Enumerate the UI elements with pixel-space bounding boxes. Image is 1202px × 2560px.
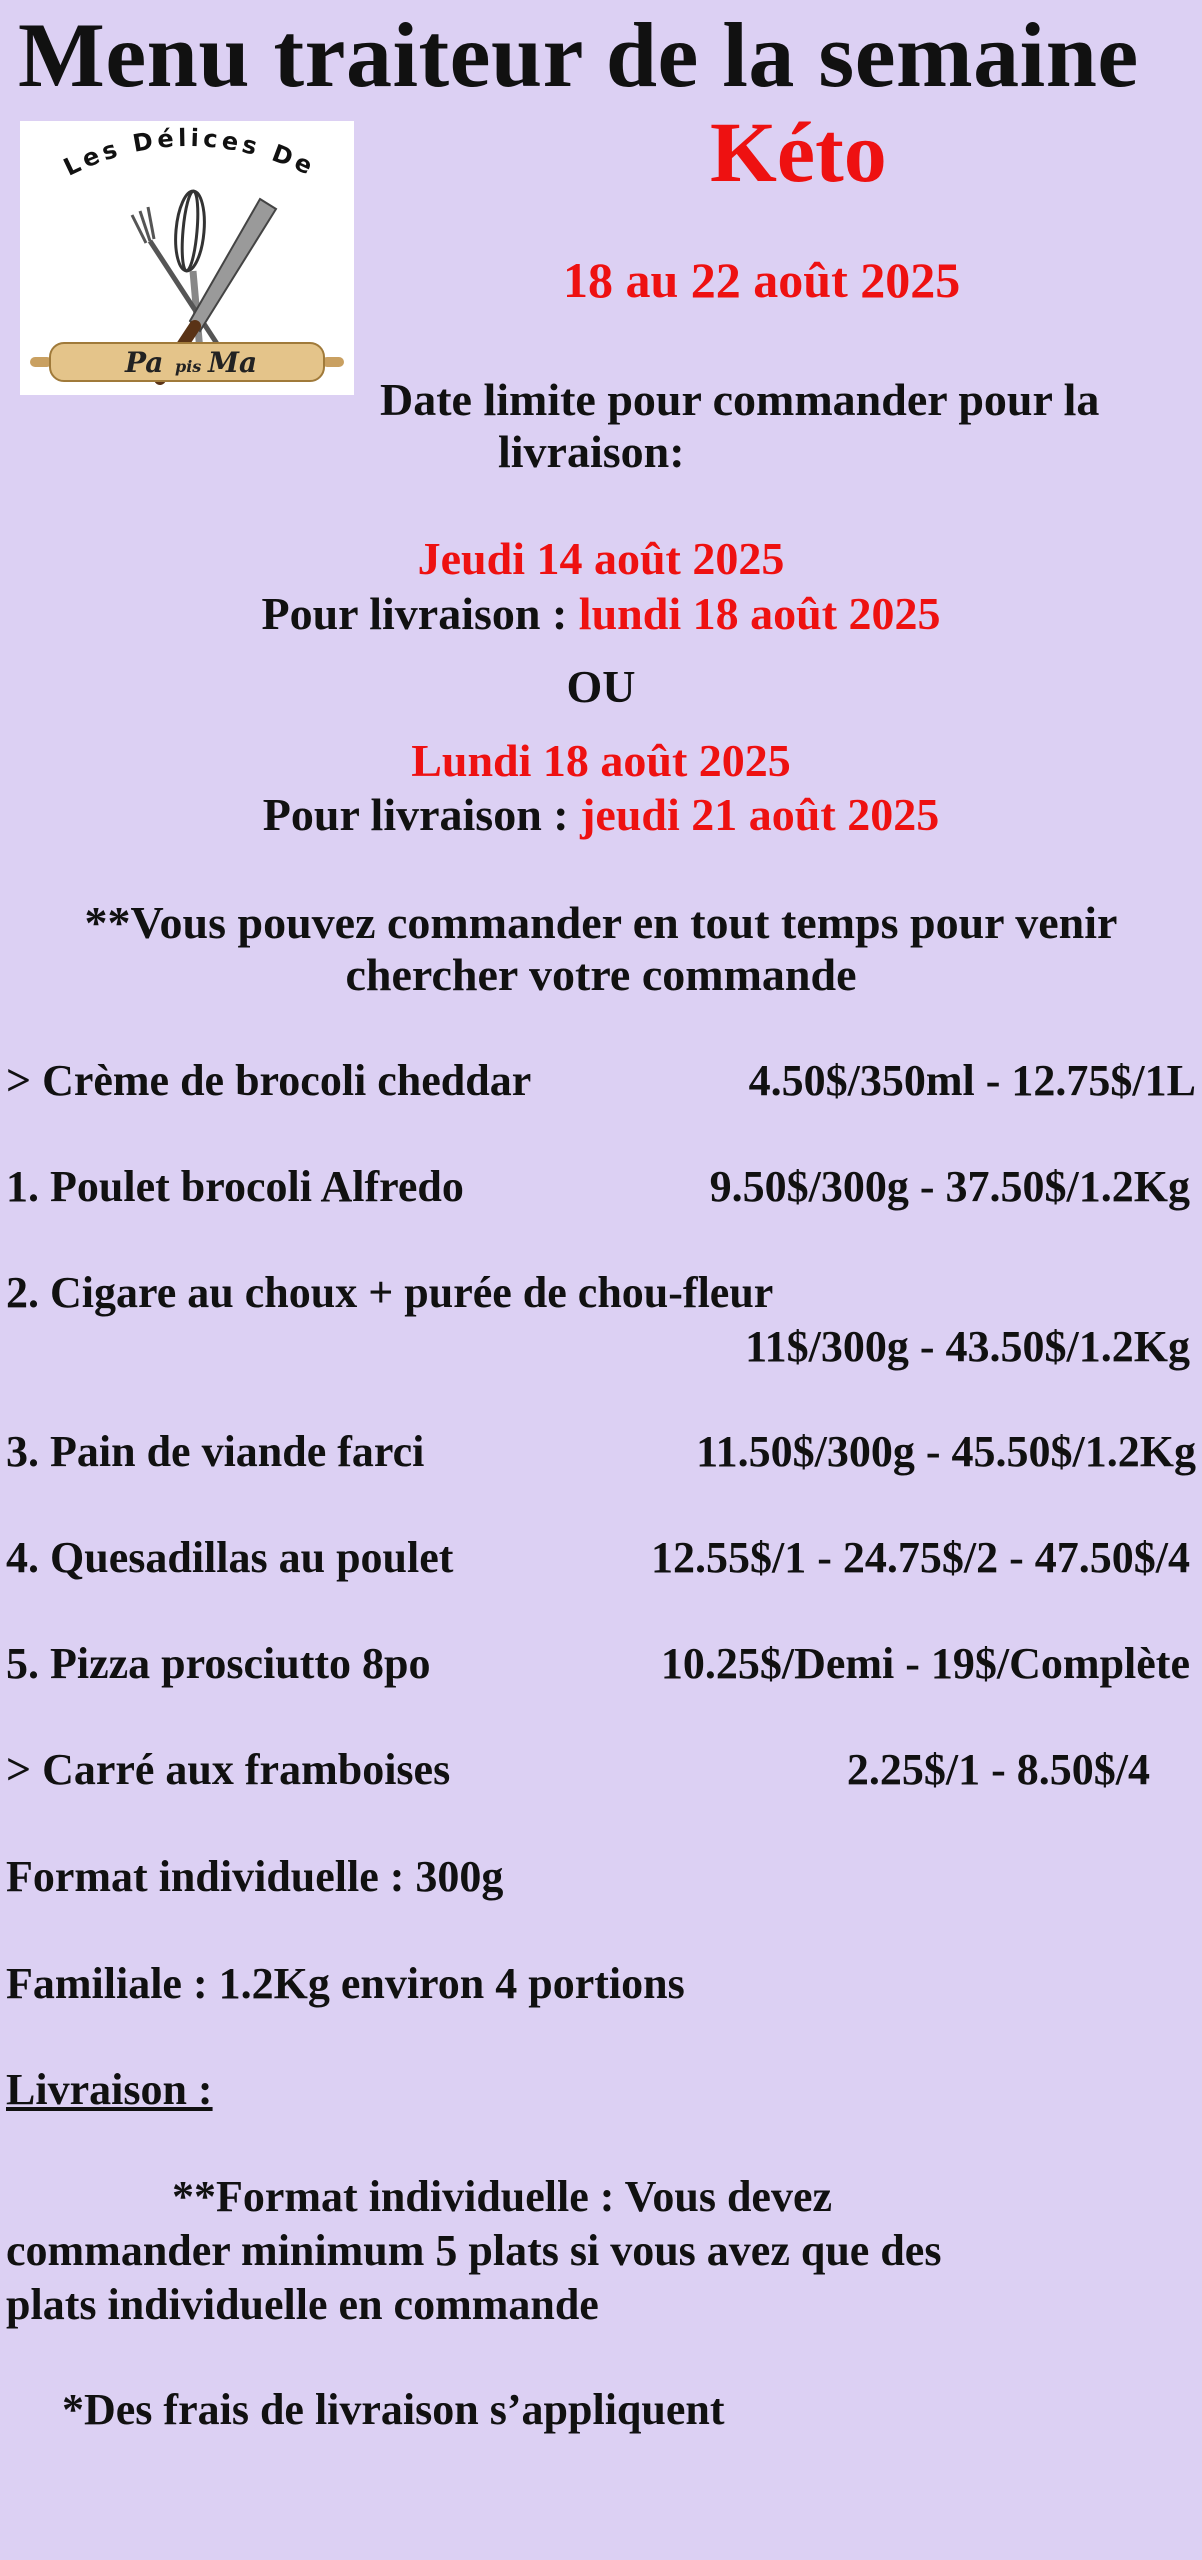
menu-item: [6, 1637, 1196, 1691]
delivery-heading: Livraison :: [6, 2065, 213, 2114]
delivery-label-1: Pour livraison :: [261, 588, 579, 639]
menu-item: [6, 1054, 1196, 1108]
menu-item-price: 10.25$/Demi - 19$/Complète: [660, 1639, 1190, 1688]
menu-item: [6, 1531, 1196, 1585]
format-family: Familiale : 1.2Kg environ 4 portions: [6, 1959, 685, 2008]
pickup-note-line1: **Vous pouvez commander en tout temps pour venir: [84, 897, 1118, 948]
menu-item-name: 3. Pain de viande farci: [6, 1427, 425, 1476]
logo-text-pis: pis: [175, 357, 202, 376]
delivery-note-line3: plats individuelle en commande: [6, 2280, 599, 2329]
menu-item-name: > Crème de brocoli cheddar: [6, 1056, 532, 1105]
menu-item: [6, 1160, 1196, 1214]
delivery-line-1: [0, 586, 1202, 641]
logo-top-text: Les Délices De: [59, 123, 321, 182]
menu-item-name: 4. Quesadillas au poulet: [6, 1533, 454, 1582]
menu-item-name: 5. Pizza prosciutto 8po: [6, 1639, 431, 1688]
menu-item-price: 2.25$/1 - 8.50$/4: [846, 1745, 1150, 1794]
order-date-2: Lundi 18 août 2025: [411, 735, 791, 786]
delivery-line-2: [0, 787, 1202, 842]
logo-text-ma: Ma: [208, 346, 258, 379]
delivery-note-line2: commander minimum 5 plats si vous avez que des: [6, 2226, 942, 2275]
week-dates: 18 au 22 août 2025: [563, 252, 961, 308]
diet-subtitle: Kéto: [710, 104, 887, 200]
menu-item: [6, 1425, 1196, 1479]
order-date-1: Jeudi 14 août 2025: [417, 533, 785, 584]
pickup-note-line2: chercher votre commande: [345, 949, 857, 1000]
menu-item-price: 11.50$/300g - 45.50$/1.2Kg: [696, 1427, 1196, 1476]
deadline-heading-line2: livraison:: [498, 426, 685, 477]
menu-item-name: 1. Poulet brocoli Alfredo: [6, 1162, 464, 1211]
format-individual: Format individuelle : 300g: [6, 1852, 504, 1901]
delivery-date-1: lundi 18 août 2025: [578, 588, 941, 639]
fork-icon: [132, 207, 225, 356]
menu-item-price: 4.50$/350ml - 12.75$/1L: [748, 1056, 1196, 1105]
brand-logo: [20, 121, 354, 395]
menu-item: [6, 1743, 1196, 1797]
menu-item: [6, 1266, 1196, 1374]
menu-item-name: > Carré aux framboises: [6, 1745, 451, 1794]
delivery-date-2: jeudi 21 août 2025: [580, 789, 940, 840]
deadline-heading-line1: Date limite pour commander pour la: [380, 374, 1100, 425]
logo-illustration: [20, 121, 354, 395]
delivery-fees-note: *Des frais de livraison s’appliquent: [62, 2385, 725, 2434]
delivery-label-2: Pour livraison :: [262, 789, 581, 840]
menu-item-price: 12.55$/1 - 24.75$/2 - 47.50$/4: [651, 1533, 1190, 1582]
logo-text-pa: Pa: [125, 346, 164, 379]
menu-item-price: 9.50$/300g - 37.50$/1.2Kg: [709, 1162, 1190, 1211]
delivery-note-line1: **Format individuelle : Vous devez: [172, 2172, 833, 2221]
menu-item-name: 2. Cigare au choux + purée de chou-fleur: [6, 1268, 774, 1317]
menu-item-price: 11$/300g - 43.50$/1.2Kg: [745, 1322, 1190, 1371]
page-title: Menu traiteur de la semaine: [18, 4, 1139, 106]
rolling-pin-icon: [30, 343, 344, 381]
or-separator: OU: [566, 661, 636, 712]
